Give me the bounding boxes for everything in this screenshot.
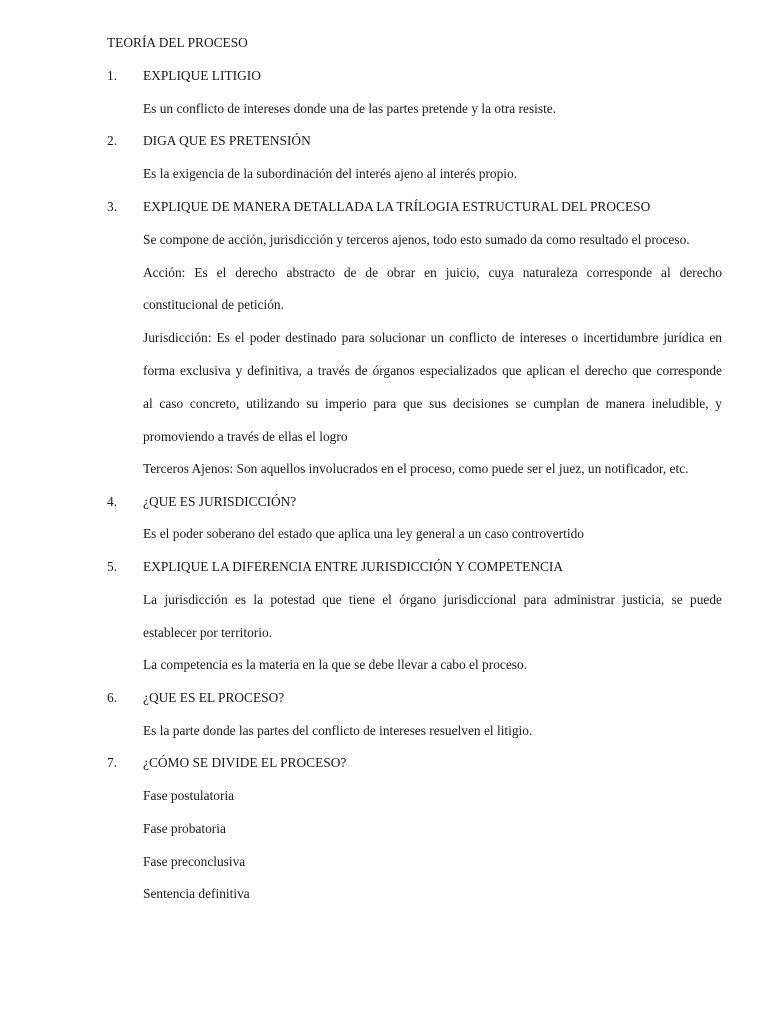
answer-line: La competencia es la materia en la que se debe llevar a cabo el proceso. xyxy=(143,657,528,672)
answer-line: forma exclusiva y definitiva, a través de órganos especializados que aplican el derecho que corresponde xyxy=(143,363,722,378)
answer-line: Se compone de acción, jurisdicción y terceros ajenos, todo esto sumado da como resultado el proceso. xyxy=(143,232,690,247)
item-number: 1. xyxy=(107,68,118,83)
question-heading: ¿QUE ES JURISDICCIÓN? xyxy=(143,494,297,509)
answer-line: Acción: Es el derecho abstracto de de obrar en juicio, cuya naturaleza corresponde al derecho xyxy=(143,265,722,280)
question-heading: EXPLIQUE LITIGIO xyxy=(143,68,261,83)
item-number: 6. xyxy=(107,690,118,705)
list-item: Fase postulatoria xyxy=(143,788,235,803)
answer-line: al caso concreto, utilizando su imperio para que sus decisiones se cumplan de manera ineludible, y xyxy=(143,396,722,411)
answer-line: Es la exigencia de la subordinación del interés ajeno al interés propio. xyxy=(143,166,518,181)
answer-line: Terceros Ajenos: Son aquellos involucrados en el proceso, como puede ser el juez, un notificador, etc. xyxy=(143,461,689,476)
question-heading: ¿CÓMO SE DIVIDE EL PROCESO? xyxy=(143,755,347,770)
answer-line: Jurisdicción: Es el poder destinado para solucionar un conflicto de intereses o incertidumbre jurídica en xyxy=(143,330,722,345)
question-heading: ¿QUE ES EL PROCESO? xyxy=(143,690,285,705)
answer-line: constitucional de petición. xyxy=(143,297,284,312)
answer-line: promoviendo a través de ellas el logro xyxy=(143,429,348,444)
answer-line: La jurisdicción es la potestad que tiene el órgano jurisdiccional para administrar justicia, se puede xyxy=(143,592,722,607)
question-heading: DIGA QUE ES PRETENSIÓN xyxy=(143,133,311,148)
answer-line: establecer por territorio. xyxy=(143,625,273,640)
item-number: 7. xyxy=(107,755,118,770)
item-number: 3. xyxy=(107,199,118,214)
item-number: 2. xyxy=(107,133,118,148)
list-item: Sentencia definitiva xyxy=(143,886,250,901)
question-heading: EXPLIQUE LA DIFERENCIA ENTRE JURISDICCIÓN Y COMPETENCIA xyxy=(143,559,564,574)
list-item: Fase probatoria xyxy=(143,821,226,836)
item-number: 5. xyxy=(107,559,118,574)
answer-line: Es un conflicto de intereses donde una de las partes pretende y la otra resiste. xyxy=(143,101,557,116)
answer-line: Es la parte donde las partes del conflicto de intereses resuelven el litigio. xyxy=(143,723,533,738)
question-heading: EXPLIQUE DE MANERA DETALLADA LA TRÍLOGIA ESTRUCTURAL DEL PROCESO xyxy=(143,199,651,214)
item-number: 4. xyxy=(107,494,118,509)
list-item: Fase preconclusiva xyxy=(143,854,246,869)
document-title: TEORÍA DEL PROCESO xyxy=(107,35,248,50)
answer-line: Es el poder soberano del estado que aplica una ley general a un caso controvertido xyxy=(143,526,584,541)
